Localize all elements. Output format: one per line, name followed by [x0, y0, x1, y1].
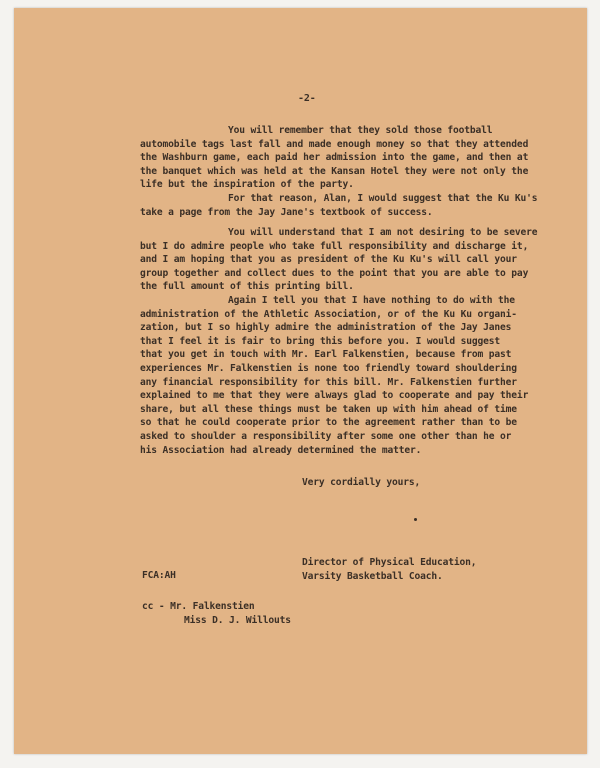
paragraph-3	[140, 226, 538, 294]
paragraph-line: share, but all these things must be taken up with him ahead of time	[140, 403, 517, 415]
paragraph-line: so that he could cooperate prior to the agreement rather than to be	[140, 417, 517, 429]
paragraph-line: automobile tags last fall and made enough money so that they attended	[140, 138, 529, 150]
paragraph-line: life but the inspiration of the party.	[140, 179, 354, 191]
paragraph-line: administration of the Athletic Association, or of the Ku Ku organi-	[140, 308, 517, 320]
paragraph-line: any financial responsibility for this bill. Mr. Falkenstien further	[140, 376, 517, 388]
paragraph-4	[140, 294, 529, 457]
paragraph-2	[140, 192, 538, 219]
cc-line: Miss D. J. Willouts	[184, 614, 291, 626]
paragraph-line: Again I tell you that I have nothing to do with the	[228, 295, 515, 306]
paragraph-line: the banquet which was held at the Kansan Hotel they were not only the	[140, 165, 529, 177]
signature-title-line: Director of Physical Education,	[302, 557, 477, 568]
cc-line: cc - Mr. Falkenstien	[142, 601, 255, 612]
paragraph-line: For that reason, Alan, I would suggest that the Ku Ku's	[228, 193, 538, 204]
paragraph-line: zation, but I so highly admire the administration of the Jay Janes	[140, 322, 512, 334]
closing-salutation: Very cordially yours,	[302, 477, 421, 488]
letter-page	[14, 8, 587, 754]
paragraph-line: You will remember that they sold those football	[228, 125, 493, 136]
paragraph-line: and I am hoping that you as president of the Ku Ku's will call your	[140, 254, 517, 266]
paragraph-line: take a page from the Jay Jane's textbook of success.	[140, 206, 433, 218]
signature-mark	[414, 518, 417, 521]
paragraph-line: his Association had already determined the matter.	[140, 444, 422, 456]
paragraph-line: that you get in touch with Mr. Earl Falkenstien, because from past	[140, 349, 512, 361]
signature-block	[302, 556, 476, 583]
paragraph-line: explained to me that they were always glad to cooperate and pay their	[140, 390, 529, 402]
paragraph-line: but I do admire people who take full responsibility and discharge it,	[140, 240, 529, 252]
cc-block	[142, 600, 291, 627]
paragraph-line: group together and collect dues to the point that you are able to pay	[140, 267, 529, 279]
paragraph-1	[140, 124, 529, 192]
paragraph-line: experiences Mr. Falkenstien is none too friendly toward shouldering	[140, 362, 517, 374]
page-number: -2-	[298, 93, 316, 104]
paragraph-line: asked to shoulder a responsibility after some one other than he or	[140, 430, 512, 442]
signature-title-line: Varsity Basketball Coach.	[302, 570, 443, 582]
paragraph-line: the full amount of this printing bill.	[140, 281, 354, 293]
paragraph-line: the Washburn game, each paid her admission into the game, and then at	[140, 152, 529, 164]
reference-initials: FCA:AH	[142, 570, 176, 581]
paragraph-line: that I feel it is fair to bring this before you. I would suggest	[140, 335, 501, 347]
paragraph-line: You will understand that I am not desiring to be severe	[228, 227, 538, 238]
